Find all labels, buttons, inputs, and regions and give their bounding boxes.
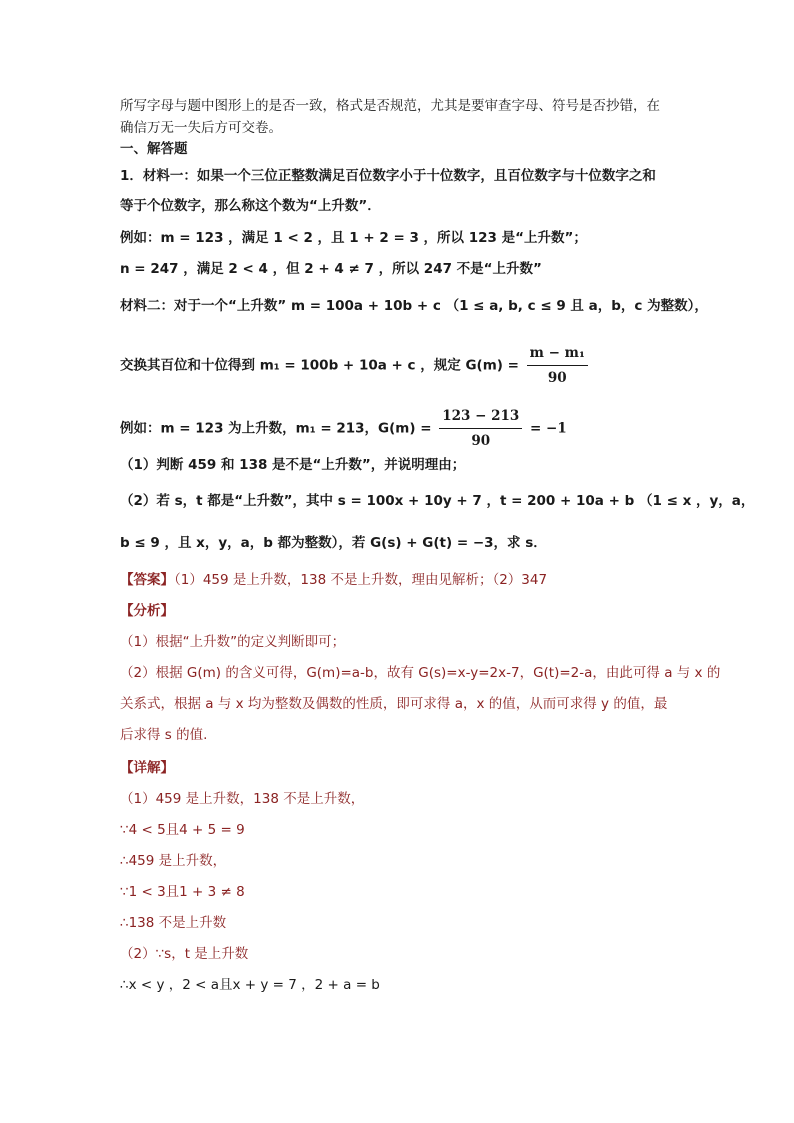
example-3-tail: = −1 [530, 420, 567, 437]
detail-line-5: ∴138 不是上升数 [120, 915, 227, 931]
g-formula-numerator: m − m₁ [527, 343, 588, 366]
analysis-line-4: 后求得 s 的值. [120, 727, 208, 743]
example-line-3 [120, 406, 567, 451]
analysis-label: 【分析】 [120, 603, 174, 619]
example-3-denominator: 90 [471, 433, 491, 449]
detail-line-4: ∵1 < 3且1 + 3 ≠ 8 [120, 884, 245, 900]
intro-line-2: 确信万无一失后方可交卷。 [120, 120, 282, 136]
g-formula-fraction [527, 343, 588, 388]
section-title: 一、解答题 [120, 141, 188, 157]
swap-definition-text: 交换其百位和十位得到 m₁ = 100b + 10a + c ，规定 G(m) = [120, 357, 519, 374]
analysis-line-2: （2）根据 G(m) 的含义可得，G(m)=a-b，故有 G(s)=x-y=2x-7，G(t)=2-a，由此可得 a 与 x 的 [120, 665, 721, 681]
swap-definition-line [120, 343, 591, 388]
answer-text: （1）459 是上升数，138 不是上升数，理由见解析；（2）347 [174, 572, 548, 588]
example-line-2: n = 247 ，满足 2 < 4 ，但 2 + 4 ≠ 7 ，所以 247 不是“上升数” [120, 261, 542, 277]
material-two-line: 材料二：对于一个“上升数” m = 100a + 10b + c （1 ≤ a, b, c ≤ 9 且 a，b，c 为整数）， [120, 298, 708, 314]
detail-line-6: （2）∵s，t 是上升数 [120, 946, 249, 962]
question-2-line-2: b ≤ 9 ，且 x，y，a，b 都为整数），若 G(s) + G(t) = −3，求 s． [120, 535, 547, 551]
g-formula-denominator: 90 [547, 370, 567, 386]
detail-line-1: （1）459 是上升数，138 不是上升数， [120, 791, 365, 807]
material-one-line-1: 1．材料一：如果一个三位正整数满足百位数字小于十位数字，且百位数字与十位数字之和 [120, 168, 656, 184]
detail-line-3: ∴459 是上升数， [120, 853, 227, 869]
analysis-line-3: 关系式，根据 a 与 x 均为整数及偶数的性质，即可求得 a，x 的值，从而可求得 y 的值，最 [120, 696, 668, 712]
example-3-numerator: 123 − 213 [439, 406, 522, 429]
intro-line-1: 所写字母与题中图形上的是否一致，格式是否规范，尤其是要审查字母、符号是否抄错，在 [120, 98, 660, 114]
detail-label: 【详解】 [120, 760, 174, 776]
material-one-line-2: 等于个位数字，那么称这个数为“上升数”． [120, 198, 381, 214]
example-3-fraction [439, 406, 522, 451]
answer-line [120, 570, 547, 590]
detail-line-7: ∴x < y ，2 < a且x + y = 7 ，2 + a = b [120, 977, 380, 993]
detail-line-2: ∵4 < 5且4 + 5 = 9 [120, 822, 245, 838]
analysis-line-1: （1）根据“上升数”的定义判断即可； [120, 634, 346, 650]
answer-label: 【答案】 [120, 572, 174, 588]
question-2-line-1: （2）若 s，t 都是“上升数”，其中 s = 100x + 10y + 7 ，t = 200 + 10a + b （1 ≤ x ，y，a， [120, 493, 755, 509]
example-3-text: 例如：m = 123 为上升数，m₁ = 213，G(m) = [120, 420, 432, 437]
question-1: （1）判断 459 和 138 是不是“上升数”，并说明理由； [120, 457, 466, 473]
example-line-1: 例如：m = 123 ，满足 1 < 2 ，且 1 + 2 = 3 ，所以 123 是“上升数”； [120, 230, 587, 246]
